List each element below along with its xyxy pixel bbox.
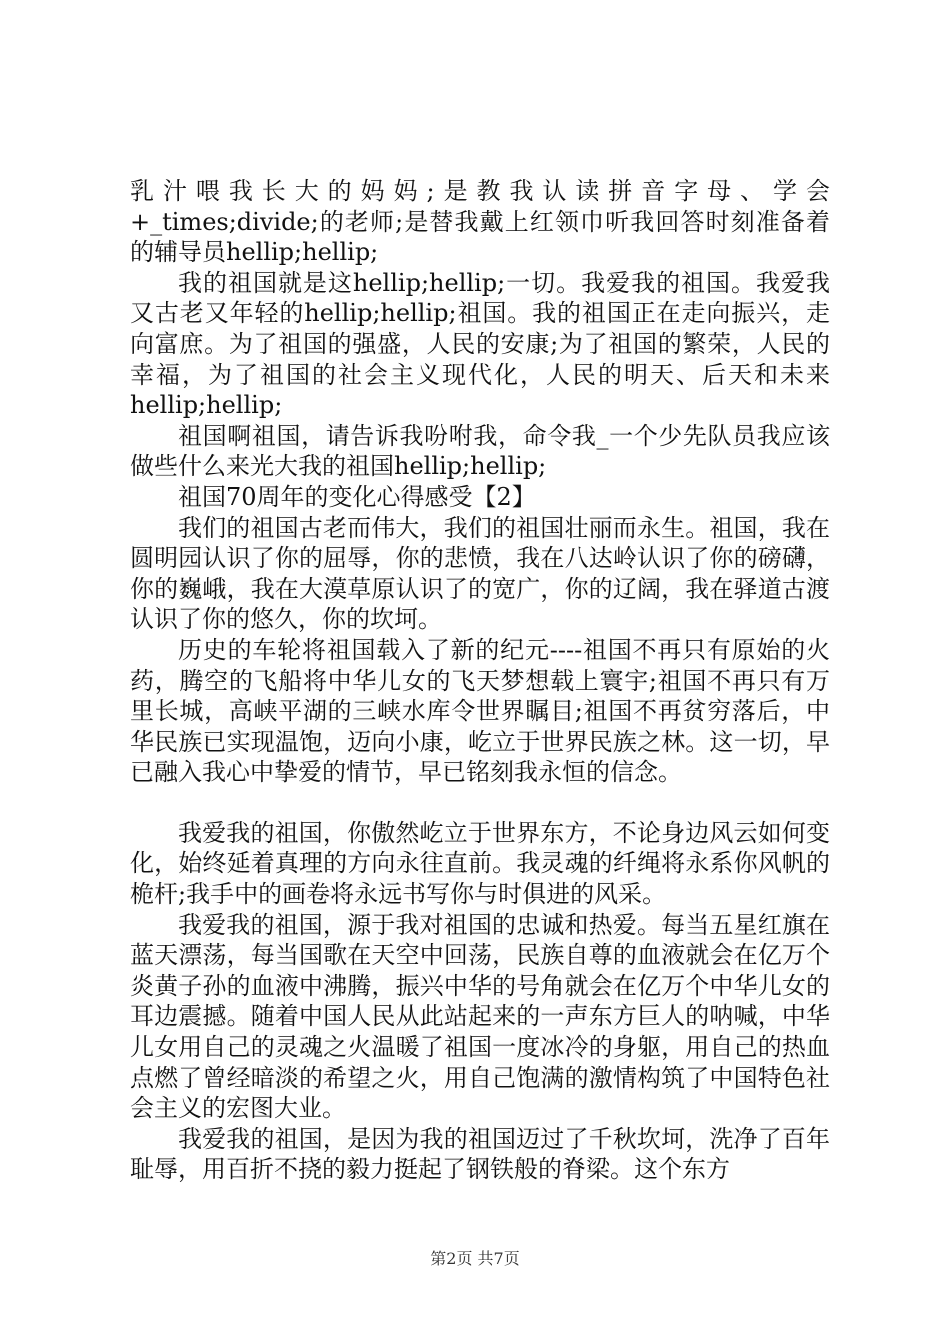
paragraph: 我们的祖国古老而伟大，我们的祖国壮丽而永生。祖国，我在圆明园认识了你的屈辱，你的悲愤，我在八达岭认识了你的磅礴，你的巍峨，我在大漠草原认识了的宽广，你的辽阔，我在驿道古渡认识了你的悠久，你的坎坷。 xyxy=(130,513,830,634)
paragraph: 祖国啊祖国，请告诉我吩咐我，命令我_一个少先队员我应该做些什么来光大我的祖国hellip;hellip; xyxy=(130,421,830,481)
paragraph: 乳汁喂我长大的妈妈;是教我认读拼音字母、学会+_times;divide;的老师;是替我戴上红领巾听我回答时刻准备着的辅导员hellip;hellip; xyxy=(130,177,830,267)
document-body xyxy=(130,176,830,1185)
paragraph: 我爱我的祖国，源于我对祖国的忠诚和热爱。每当五星红旗在蓝天漂荡，每当国歌在天空中回荡，民族自尊的血液就会在亿万个炎黄子孙的血液中沸腾，振兴中华的号角就会在亿万个中华儿女的耳边震撼。随着中国人民从此站起来的一声东方巨人的呐喊，中华儿女用自己的灵魂之火温暖了祖国一度冰冷的身躯，用自己的热血点燃了曾经暗淡的希望之火，用自己饱满的激情构筑了中国特色社会主义的宏图大业。 xyxy=(130,910,830,1123)
blank-line xyxy=(130,788,830,818)
paragraph: 我爱我的祖国，是因为我的祖国迈过了千秋坎坷，洗净了百年耻辱，用百折不挠的毅力挺起了钢铁般的脊梁。这个东方 xyxy=(130,1124,830,1184)
paragraph: 我爱我的祖国，你傲然屹立于世界东方，不论身边风云如何变化，始终延着真理的方向永往直前。我灵魂的纤绳将永系你风帆的桅杆;我手中的画卷将永远书写你与时俱进的风采。 xyxy=(130,818,830,909)
paragraph: 历史的车轮将祖国载入了新的纪元----祖国不再只有原始的火药，腾空的飞船将中华儿女的飞天梦想载上寰宇;祖国不再只有万里长城，高峡平湖的三峡水库令世界瞩目;祖国不再贫穷落后，中华民族已实现温饱，迈向小康，屹立于世界民族之林。这一切，早已融入我心中挚爱的情节，早已铭刻我永恒的信念。 xyxy=(130,635,830,787)
page-number-footer: 第2页 共7页 xyxy=(430,1249,520,1268)
paragraph: 我的祖国就是这hellip;hellip;一切。我爱我的祖国。我爱我又古老又年轻的hellip;hellip;祖国。我的祖国正在走向振兴，走向富庶。为了祖国的强盛，人民的安康;为了祖国的繁荣，人民的幸福，为了祖国的社会主义现代化，人民的明天、后天和未来hellip;hellip; xyxy=(130,268,830,420)
section-heading: 祖国70周年的变化心得感受【2】 xyxy=(178,482,536,511)
